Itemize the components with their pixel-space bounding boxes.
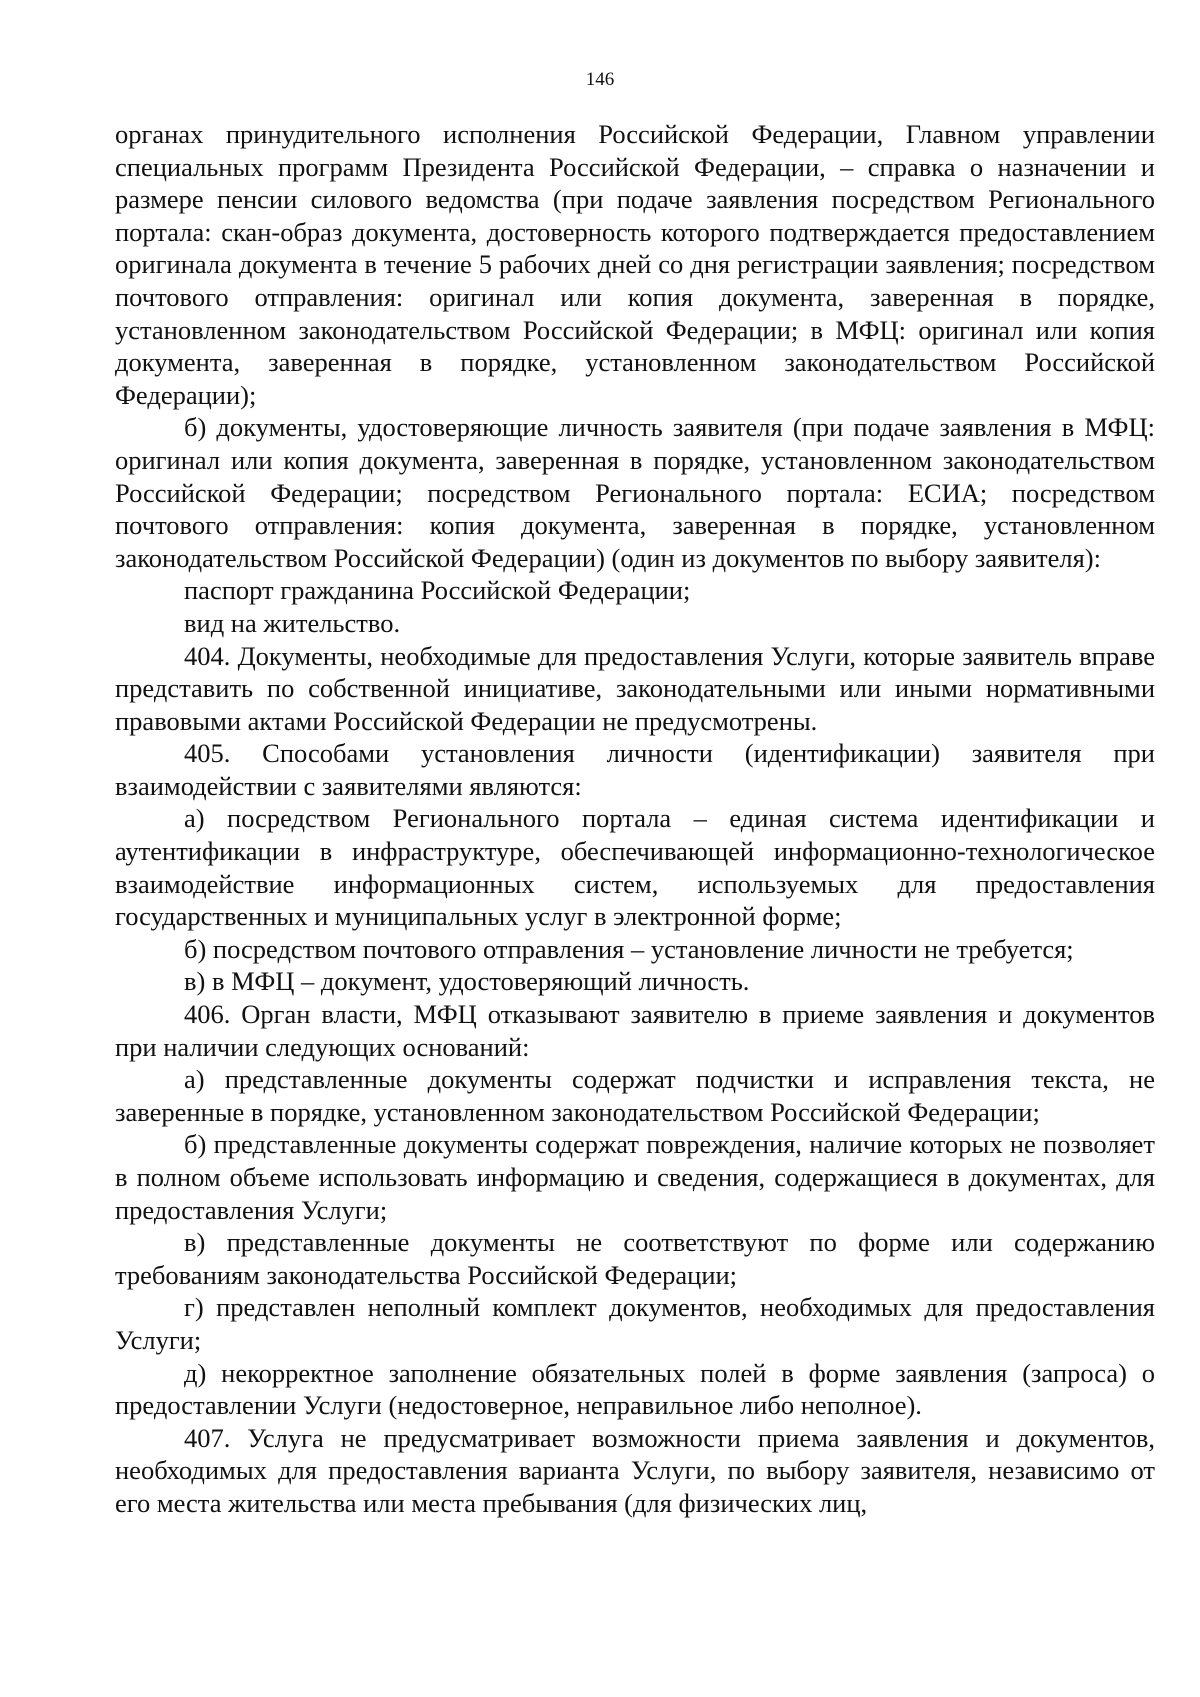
page-number: 146 [585,69,615,90]
paragraph-404: 404. Документы, необходимые для предоставления Услуги, которые заявитель вправе представить по собственной инициативе, законодательными или иными нормативными правовыми актами Российской Федерации не предусмотрены. [115,640,1155,736]
document-body [115,118,1155,1520]
paragraph-continuation: органах принудительного исполнения Российской Федерации, Главном управлении специальных программ Президента Российской Федерации, – справка о назначении и размере пенсии силового ведомства (при подаче заявления посредством Регионального портала: скан-образ документа, достоверность которого подтверждается предоставлением оригинала документа в течение 5 рабочих дней со дня регистрации заявления; посредством почтового отправления: оригинал или копия документа, заверенная в порядке, установленном законодательством Российской Федерации; в МФЦ: оригинал или копия документа, заверенная в порядке, установленном законодательством Российской Федерации); [115,119,1155,410]
paragraph-residence-permit: вид на жительство. [184,607,401,638]
paragraph-406-g: г) представлен неполный комплект документов, необходимых для предоставления Услуги; [115,1292,1155,1355]
paragraph-405-b: б) посредством почтового отправления – установление личности не требуется; [184,933,1074,964]
paragraph-405-a: а) посредством Регионального портала – единая система идентификации и аутентификации в инфраструктуре, обеспечивающей информационно-технологическое взаимодействие информационных систем, используемых для предоставления государственных и муниципальных услуг в электронной форме; [115,803,1155,932]
paragraph-406-v: в) представленные документы не соответствуют по форме или содержанию требованиям законодательства Российской Федерации; [115,1227,1155,1290]
paragraph-405-v: в) в МФЦ – документ, удостоверяющий личность. [184,966,750,997]
paragraph-item-b-documents: б) документы, удостоверяющие личность заявителя (при подаче заявления в МФЦ: оригинал или копия документа, заверенная в порядке, установленном законодательством Российской Федерации; посредством Регионального портала: ЕСИА; посредством почтового отправления: копия документа, заверенная в порядке, установленном законодательством Российской Федерации) (один из документов по выбору заявителя): [115,412,1155,573]
paragraph-passport: паспорт гражданина Российской Федерации; [184,575,691,606]
paragraph-406-d: д) некорректное заполнение обязательных полей в форме заявления (запроса) о предоставлении Услуги (недостоверное, неправильное либо неполное). [115,1357,1155,1421]
paragraph-407: 407. Услуга не предусматривает возможности приема заявления и документов, необходимых для предоставления варианта Услуги, по выбору заявителя, независимо от его места жительства или места пребывания (для физических лиц, [115,1422,1155,1518]
paragraph-405: 405. Способами установления личности (идентификации) заявителя при взаимодействии с заявителями являются: [115,738,1155,801]
paragraph-406-a: а) представленные документы содержат подчистки и исправления текста, не заверенные в порядке, установленном законодательством Российской Федерации; [115,1064,1155,1127]
paragraph-406-b: б) представленные документы содержат повреждения, наличие которых не позволяет в полном объеме использовать информацию и сведения, содержащиеся в документах, для предоставления Услуги; [115,1129,1155,1225]
paragraph-406: 406. Орган власти, МФЦ отказывают заявителю в приеме заявления и документов при наличии следующих оснований: [115,999,1155,1062]
